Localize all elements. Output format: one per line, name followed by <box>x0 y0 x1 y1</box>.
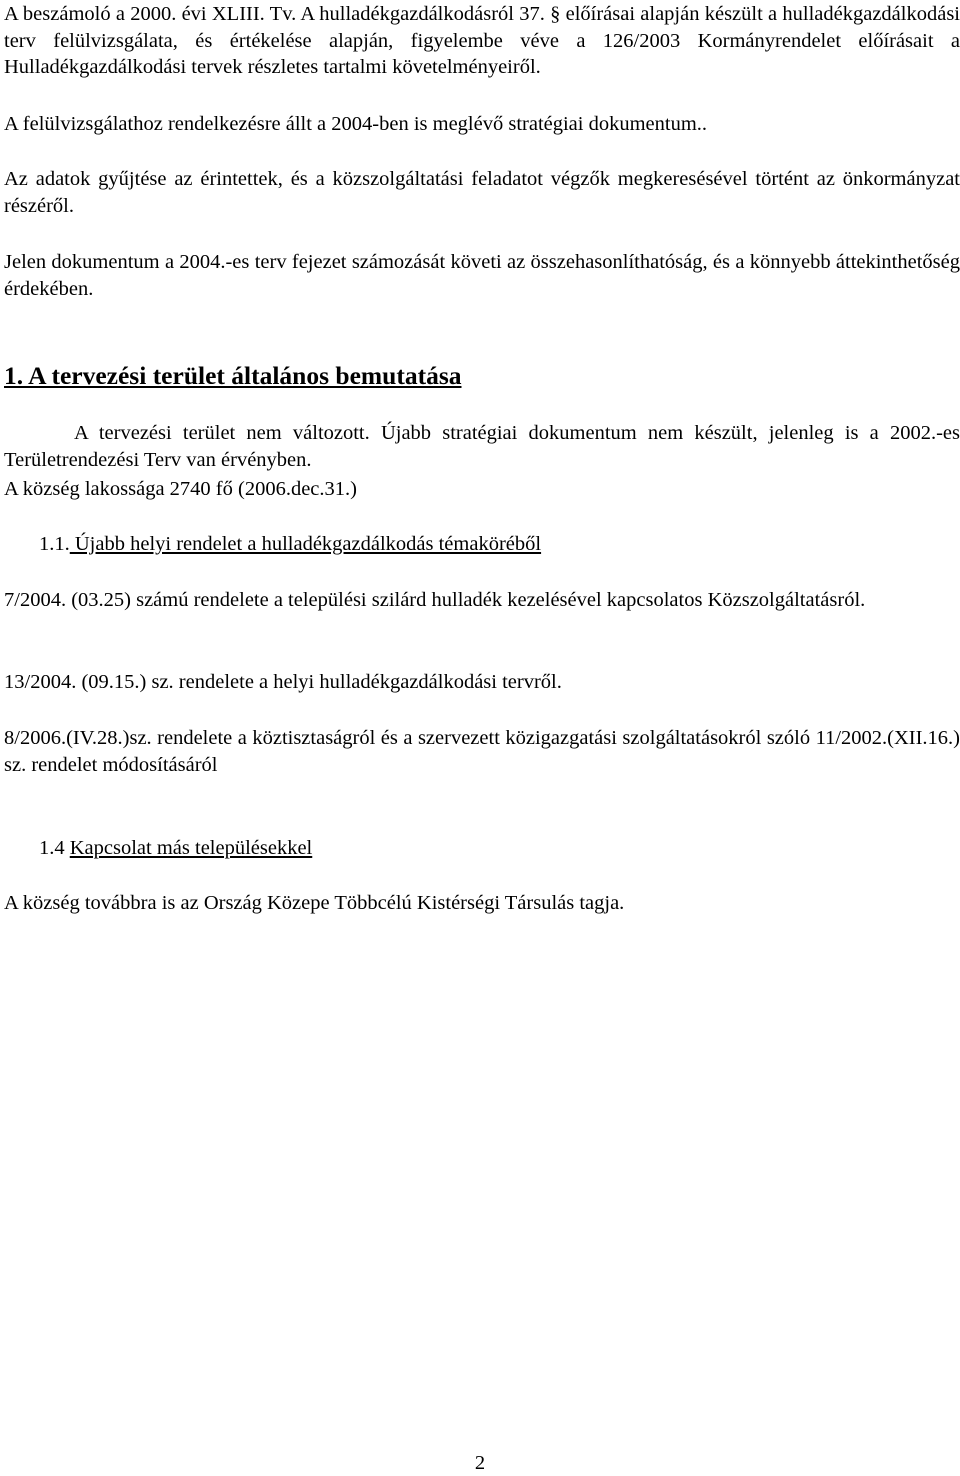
planning-area-paragraph: A tervezési terület nem változott. Újabb stratégiai dokumentum nem készült, jelenleg is a 2002.-es Területrendezési Terv van érvényben. <box>4 422 960 471</box>
section-1-1-number: 1.1. <box>39 533 70 555</box>
section-1-heading: 1. A tervezési terület általános bemutatása <box>4 361 462 390</box>
membership-paragraph: A község továbbra is az Ország Közepe Többcélú Kistérségi Társulás tagja. <box>4 892 625 914</box>
section-1-1-title: Újabb helyi rendelet a hulladékgazdálkodás témaköréből <box>69 533 542 555</box>
available-documents-paragraph: A felülvizsgálathoz rendelkezésre állt a 2004-ben is meglévő stratégiai dokumentum.. <box>4 113 708 135</box>
document-note-paragraph: Jelen dokumentum a 2004.-es terv fejezet számozását követi az összehasonlíthatóság, és a könnyebb áttekinthetőség érdekében. <box>4 251 960 300</box>
regulation-item: 7/2004. (03.25) számú rendelete a települési szilárd hulladék kezelésével kapcsolatos Közszolgáltatásról. <box>4 589 866 611</box>
regulation-item: 8/2006.(IV.28.)sz. rendelete a köztisztaságról és a szervezett közigazgatási szolgáltatásokról szóló 11/2002.(XII.16.) sz. rendelet módosításáról <box>4 727 960 776</box>
regulation-item: 13/2004. (09.15.) sz. rendelete a helyi hulladékgazdálkodási tervről. <box>4 671 562 693</box>
section-1-4-number: 1.4 <box>39 837 65 859</box>
population-paragraph: A község lakossága 2740 fő (2006.dec.31.) <box>4 478 357 500</box>
section-1-4-heading <box>39 835 312 862</box>
intro-paragraph: A beszámoló a 2000. évi XLIII. Tv. A hulladékgazdálkodásról 37. § előírásai alapján készült a hulladékgazdálkodási terv felülvizsgálata, és értékelése alapján, figyelembe véve a 126/2003 Kormányrendelet előírásait a Hulladékgazdálkodási tervek részletes tartalmi követelményeiről. <box>4 3 960 78</box>
data-collection-paragraph: Az adatok gyűjtése az érintettek, és a közszolgáltatási feladatot végzők megkeresésével történt az önkormányzat részéről. <box>4 168 960 217</box>
section-1-1-heading <box>39 531 541 558</box>
page-number: 2 <box>474 1452 486 1474</box>
section-1-4-title: Kapcsolat más településekkel <box>69 837 313 859</box>
